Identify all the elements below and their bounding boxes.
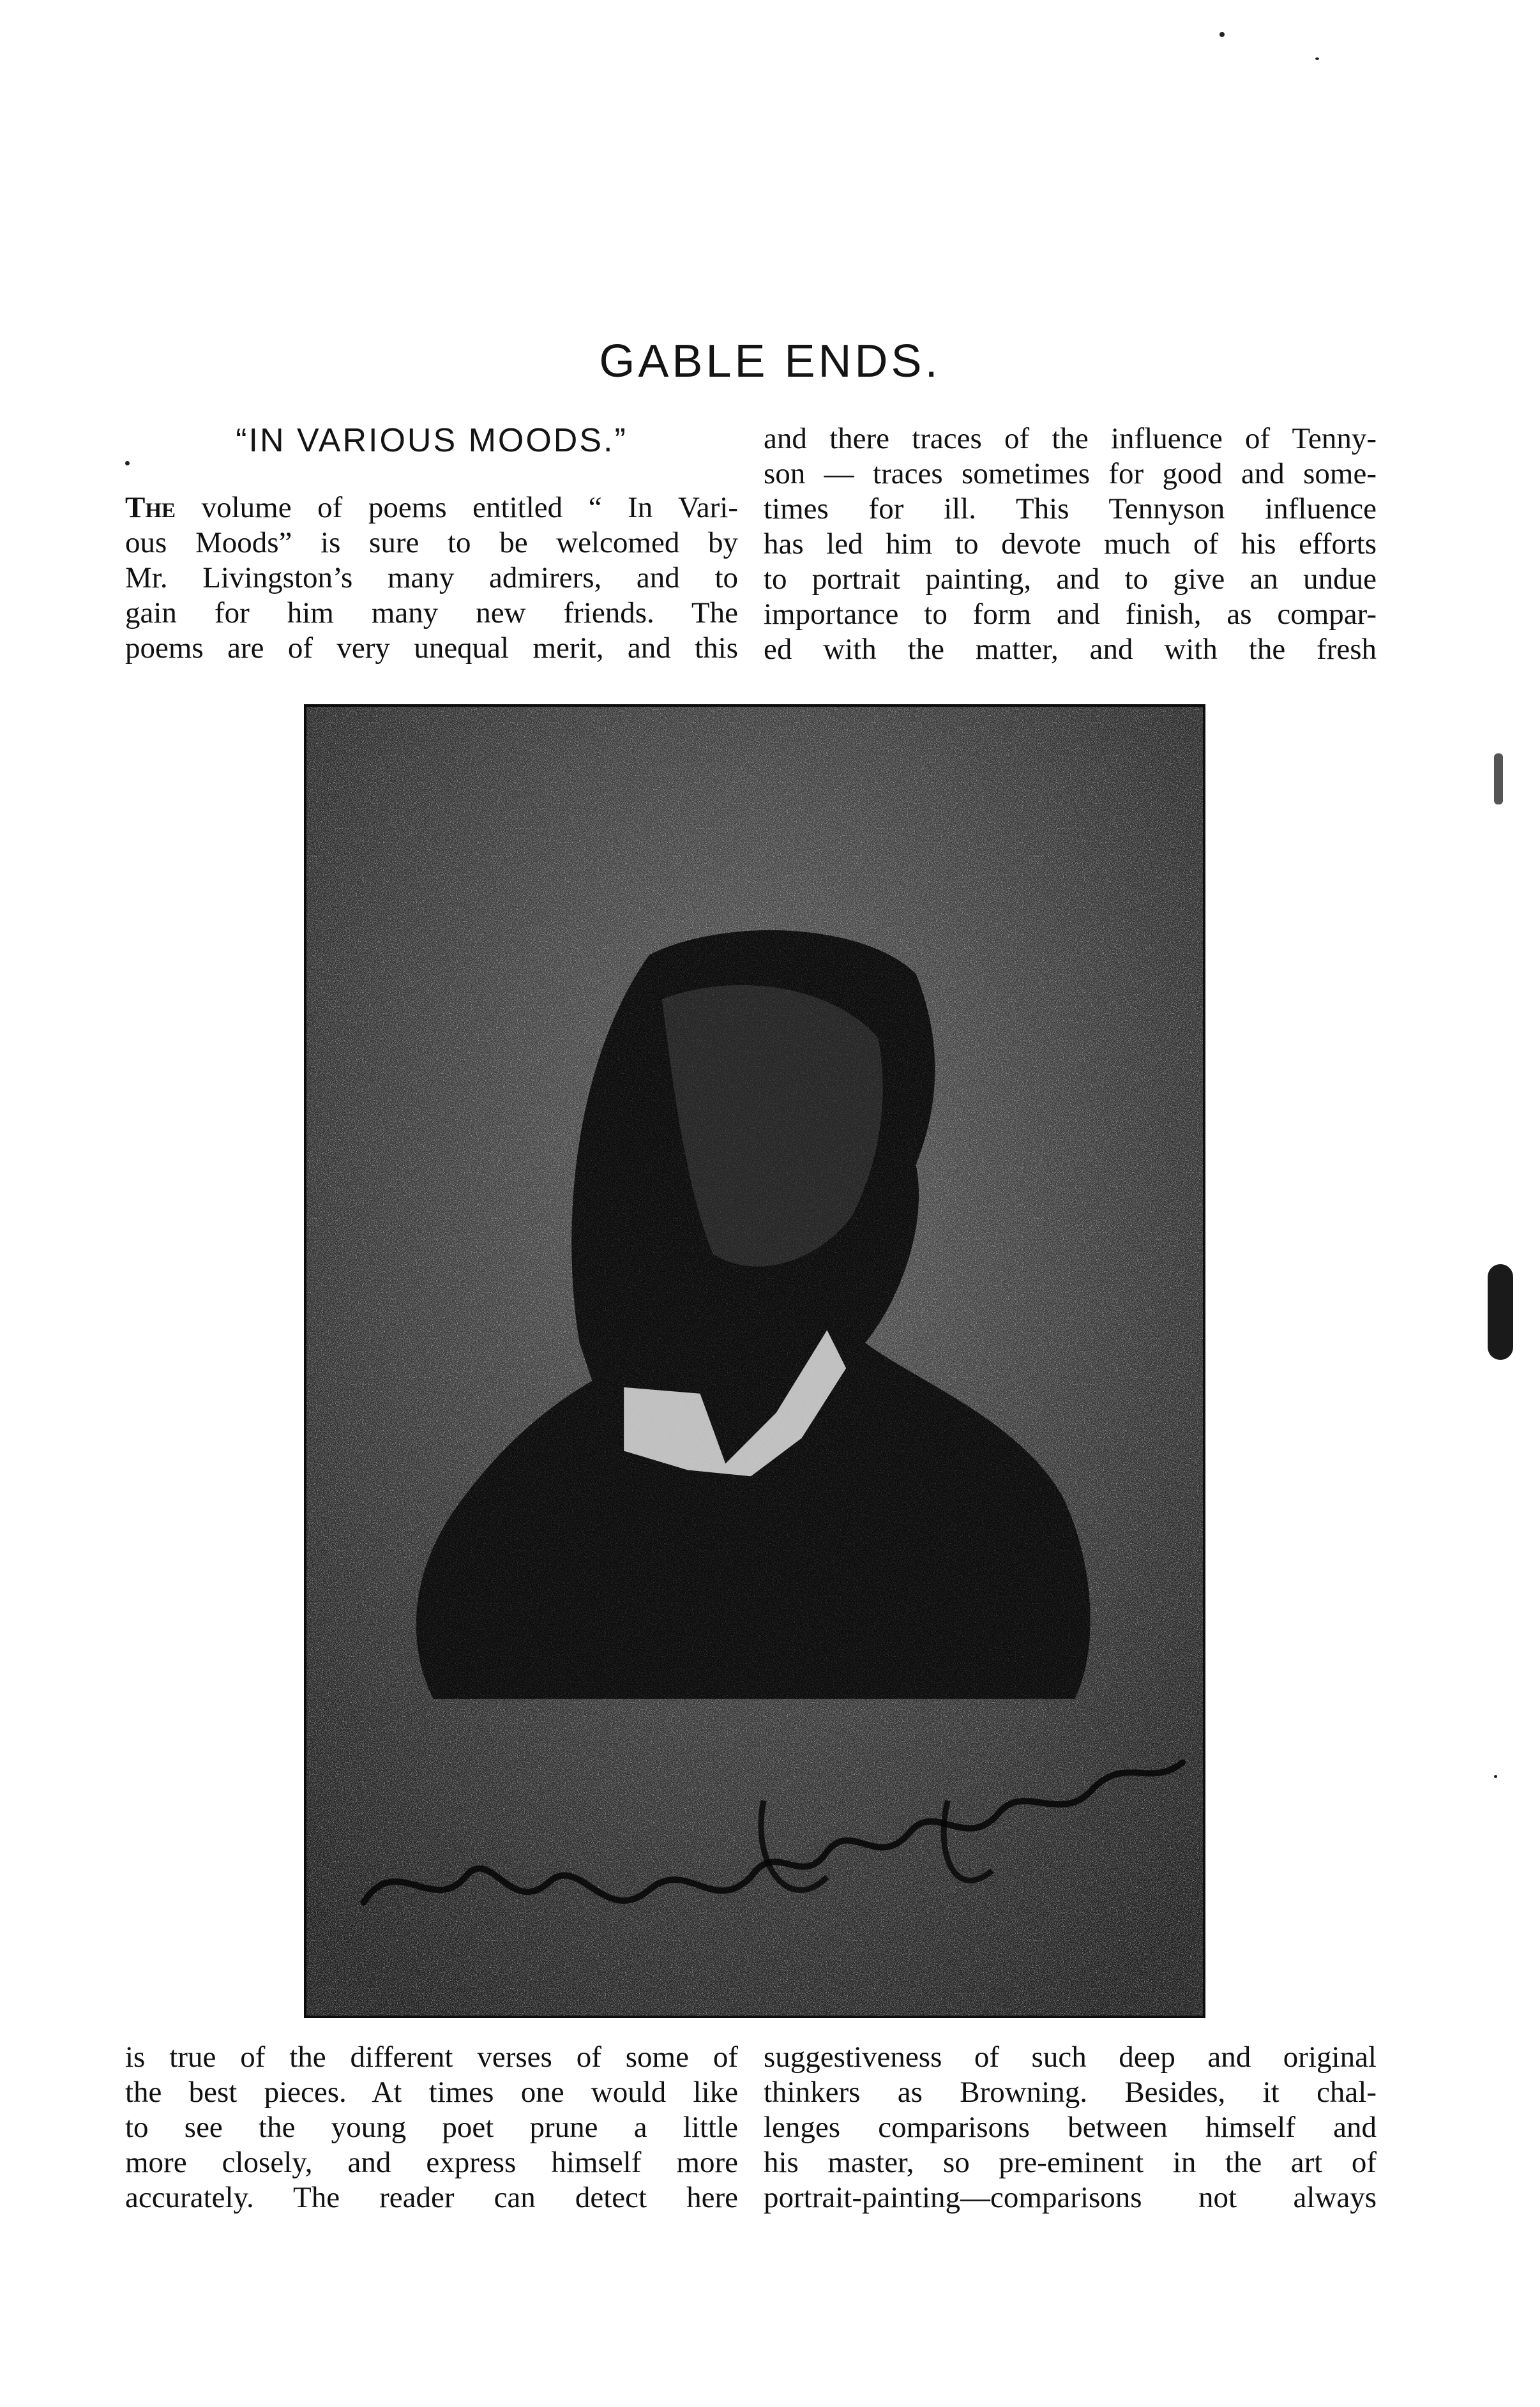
article-line: ed with the matter, and with the fresh	[764, 633, 1377, 666]
article-line: gain for him many new friends. The	[125, 596, 738, 630]
article-line: times for ill. This Tennyson influence	[764, 492, 1377, 525]
scan-speck	[1219, 32, 1225, 37]
article-column-left-top	[125, 490, 738, 666]
lead-word: The	[125, 491, 176, 524]
article-line: poems are of very unequal merit, and this	[125, 631, 738, 665]
scan-speck	[1494, 1775, 1497, 1778]
portrait-illustration	[306, 707, 1203, 2016]
article-line: lenges comparisons between himself and	[764, 2111, 1377, 2144]
article-line: the best pieces. At times one would like	[125, 2076, 738, 2109]
page-header: GABLE ENDS.	[599, 336, 941, 387]
article-line: The volume of poems entitled “ In Vari-	[125, 491, 738, 524]
article-line: importance to form and finish, as compar-	[764, 598, 1377, 631]
article-line: has led him to devote much of his efforts	[764, 527, 1377, 561]
article-title: “IN VARIOUS MOODS.”	[236, 422, 628, 459]
article-line: Mr. Livingston’s many admirers, and to	[125, 561, 738, 594]
article-line: ous Moods” is sure to be welcomed by	[125, 526, 738, 559]
article-line: and there traces of the influence of Tenny-	[764, 422, 1377, 455]
article-column-right-top	[764, 421, 1377, 667]
scan-speck	[125, 461, 130, 465]
article-line: more closely, and express himself more	[125, 2146, 738, 2179]
article-line: portrait-painting—comparisons not always	[764, 2181, 1377, 2214]
article-line: thinkers as Browning. Besides, it chal-	[764, 2076, 1377, 2109]
article-line: accurately. The reader can detect here	[125, 2181, 738, 2214]
article-column-right-bottom	[764, 2040, 1377, 2215]
article-line: to see the young poet prune a little	[125, 2111, 738, 2144]
article-line: his master, so pre-eminent in the art of	[764, 2146, 1377, 2179]
scan-mark	[1488, 1264, 1513, 1360]
scan-mark	[1494, 753, 1503, 804]
article-line: suggestiveness of such deep and original	[764, 2041, 1377, 2074]
scan-speck	[1315, 57, 1319, 60]
article-column-left-bottom	[125, 2040, 738, 2215]
portrait-image	[304, 704, 1205, 2018]
article-line: is true of the different verses of some of	[125, 2041, 738, 2074]
article-line: to portrait painting, and to give an undue	[764, 562, 1377, 596]
article-line: son — traces sometimes for good and some-	[764, 457, 1377, 490]
